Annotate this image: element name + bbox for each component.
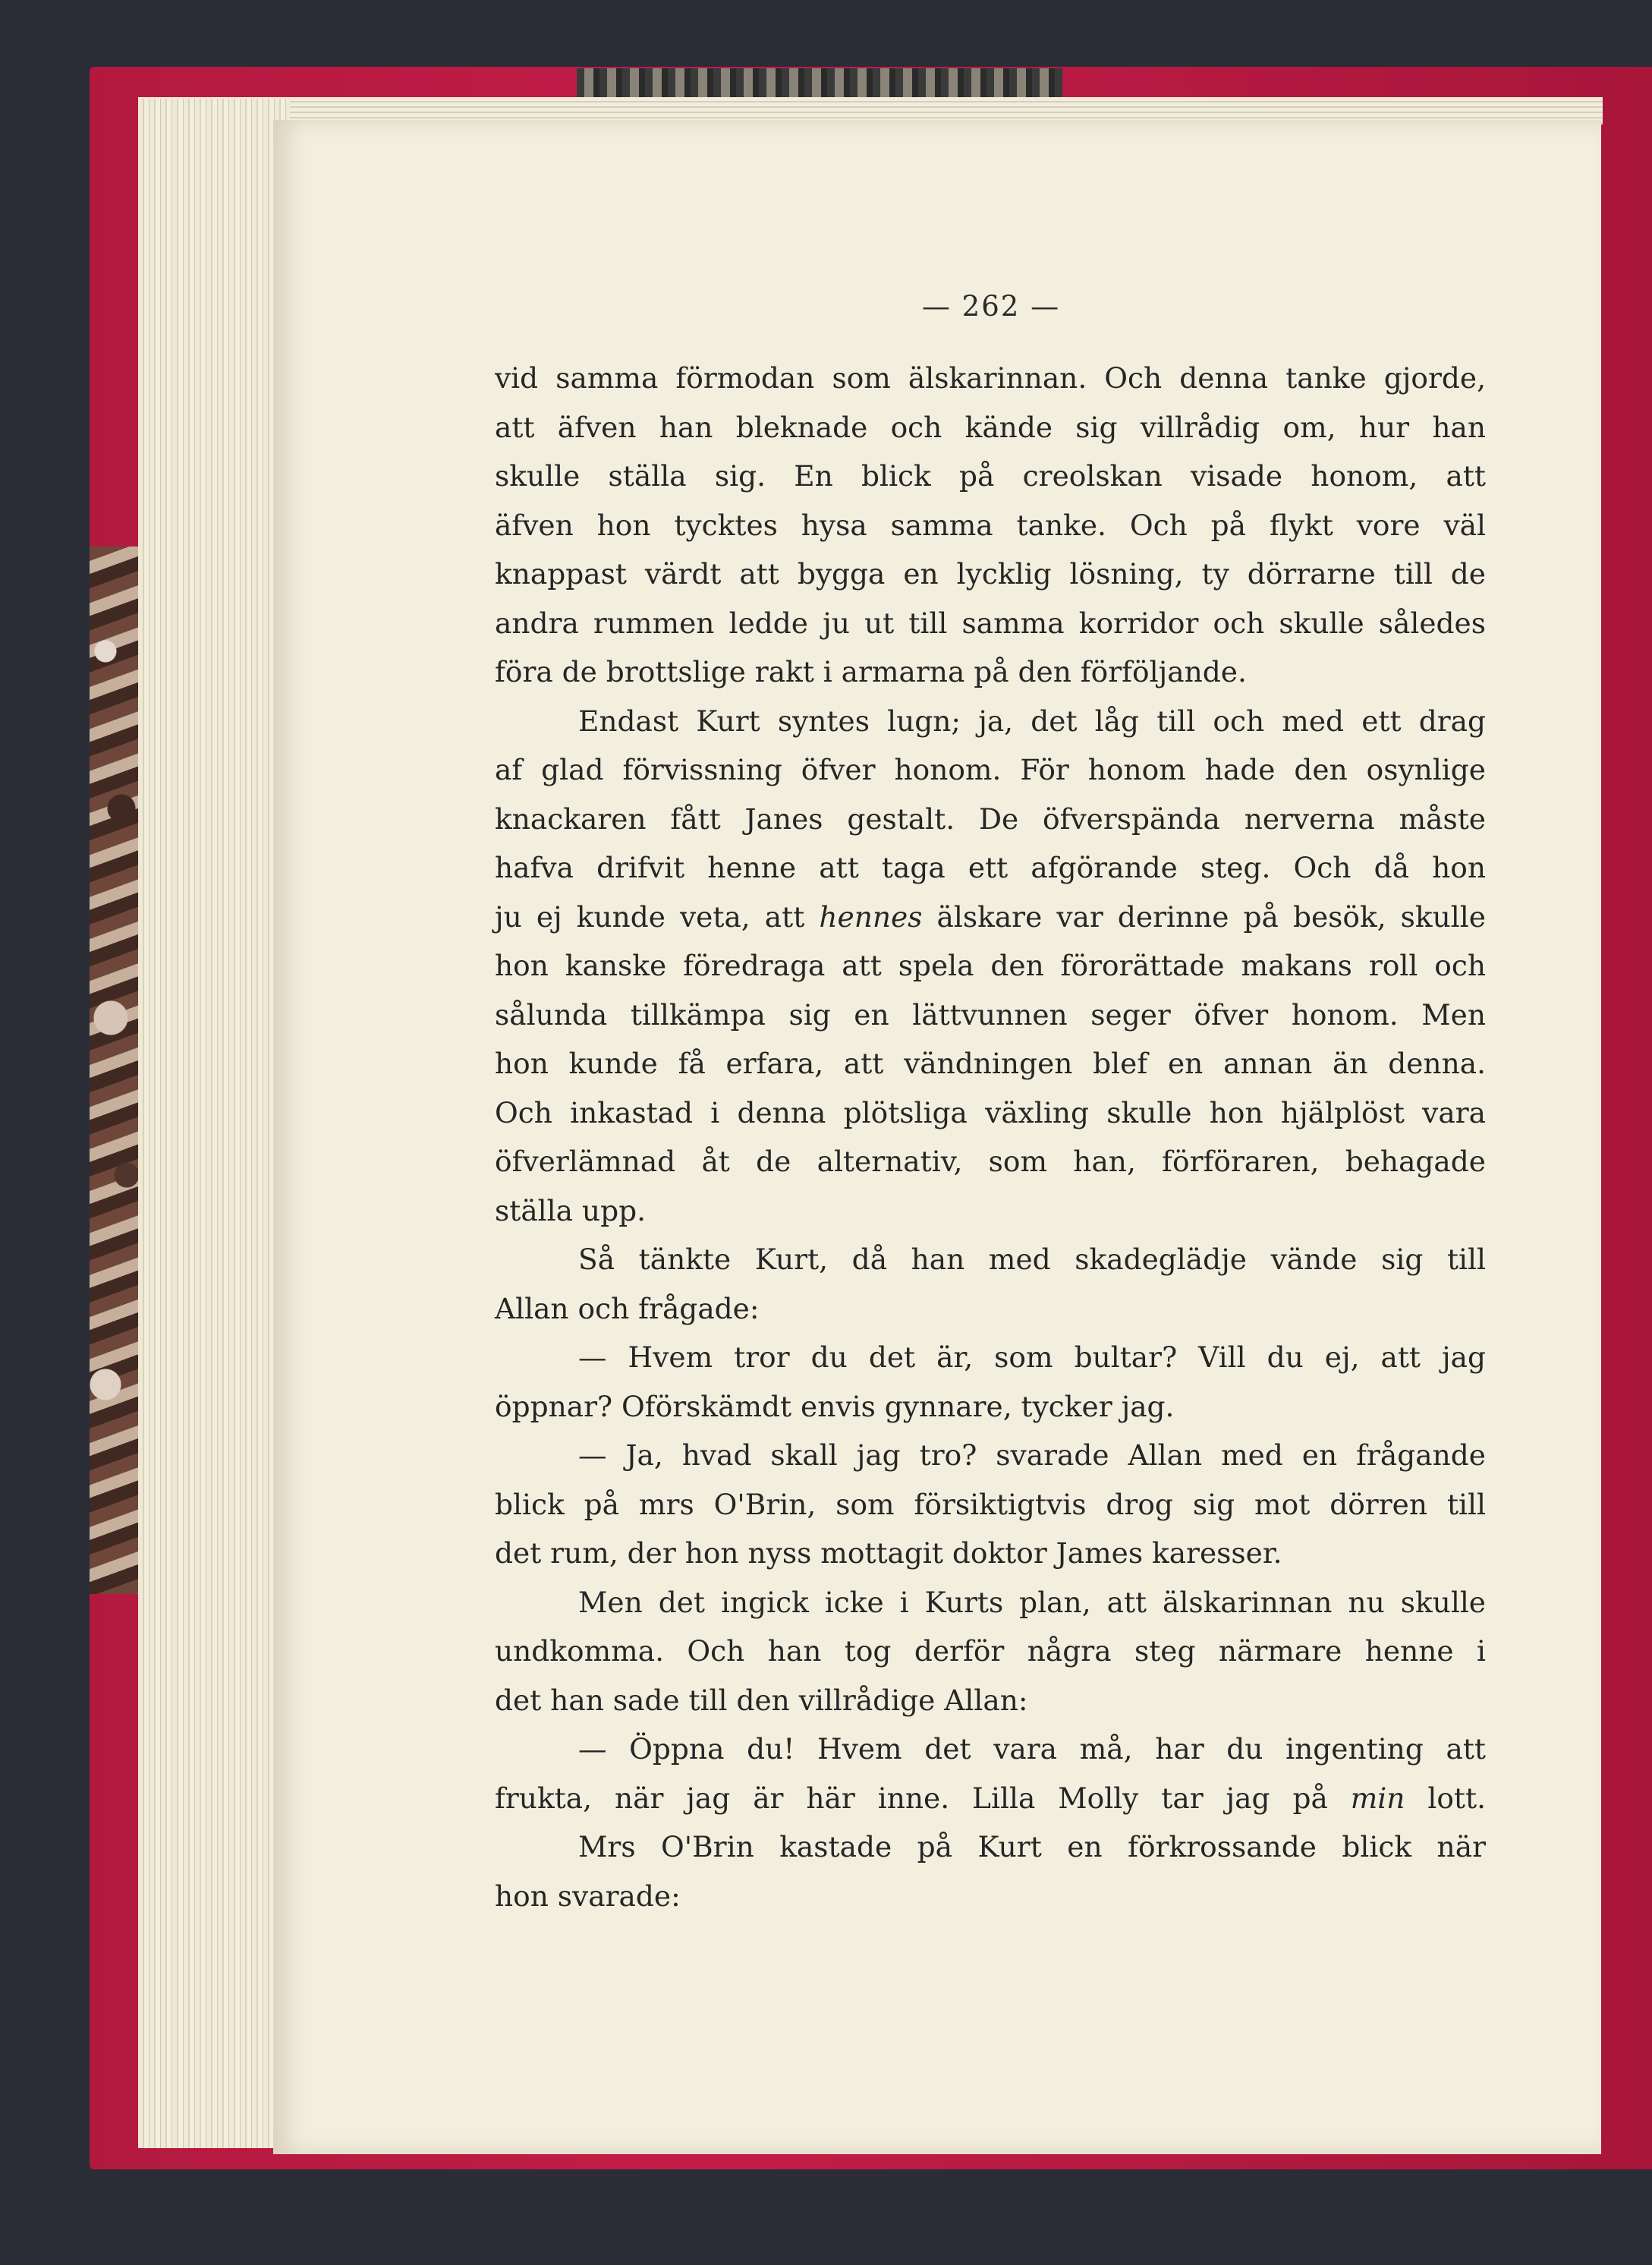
page-stack-edge bbox=[138, 99, 290, 2148]
text-line: af glad förvissning öfver honom. För honom hade den osynlige bbox=[495, 753, 1486, 786]
text-line: hafva drifvit henne att taga ett afgörande steg. Och då hon bbox=[495, 851, 1486, 884]
page-number: — 262 — bbox=[921, 290, 1061, 323]
text-line: äfven hon tycktes hysa samma tanke. Och på flykt vore väl bbox=[495, 508, 1486, 542]
text-line: Mrs O'Brin kastade på Kurt en förkrossande blick när bbox=[578, 1830, 1486, 1863]
text-line: sålunda tillkämpa sig en lättvunnen seger öfver honom. Men bbox=[495, 997, 1486, 1032]
text-line: Men det ingick icke i Kurts plan, att älskarinnan nu skulle bbox=[578, 1585, 1486, 1619]
spine-band bbox=[577, 68, 1062, 99]
text-line: hon svarade: bbox=[495, 1879, 681, 1913]
text-line: andra rummen ledde ju ut till samma korridor och skulle således bbox=[495, 606, 1486, 640]
text-line: knappast värdt att bygga en lycklig lösning, ty dörrarne till de bbox=[495, 557, 1486, 591]
text-line: knackaren fått Janes gestalt. De öfverspända nerverna måste bbox=[495, 802, 1486, 836]
text-line: frukta, när jag är här inne. Lilla Molly tar jag på min lott. bbox=[495, 1781, 1486, 1815]
text-line: hon kunde få erfara, att vändningen blef en annan än denna. bbox=[495, 1047, 1486, 1080]
text-line: föra de brottslige rakt i armarna på den förföljande. bbox=[495, 655, 1247, 688]
text-line: det han sade till den villrådige Allan: bbox=[495, 1683, 1028, 1717]
text-line: Och inkastad i denna plötsliga växling skulle hon hjälplöst vara bbox=[495, 1095, 1486, 1129]
marbled-edge bbox=[90, 547, 143, 1594]
text-line: vid samma förmodan som älskarinnan. Och denna tanke gjorde, bbox=[495, 361, 1486, 395]
text-line: ställa upp. bbox=[495, 1193, 647, 1227]
text-line: skulle ställa sig. En blick på creolskan visade honom, att bbox=[495, 459, 1486, 493]
text-line: ju ej kunde veta, att hennes älskare var derinne på besök, skulle bbox=[495, 899, 1486, 934]
text-line: — Hvem tror du det är, som bultar? Vill du ej, att jag bbox=[578, 1340, 1486, 1374]
text-line: öppnar? Oförskämdt envis gynnare, tycker jag. bbox=[495, 1389, 1175, 1423]
text-line: undkomma. Och han tog derför några steg närmare henne i bbox=[495, 1634, 1486, 1668]
text-line: öfverlämnad åt de alternativ, som han, förföraren, behagade bbox=[495, 1145, 1486, 1178]
text-line: Så tänkte Kurt, då han med skadeglädje vände sig till bbox=[578, 1243, 1486, 1276]
text-line: det rum, der hon nyss mottagit doktor James karesser. bbox=[495, 1536, 1282, 1570]
text-line: Allan och frågade: bbox=[495, 1291, 760, 1325]
text-line: att äfven han bleknade och kände sig villrådig om, hur han bbox=[495, 410, 1486, 444]
text-line: — Ja, hvad skall jag tro? svarade Allan med en frågande bbox=[578, 1438, 1486, 1472]
text-line: Endast Kurt syntes lugn; ja, det låg till och med ett drag bbox=[578, 704, 1486, 738]
text-line: hon kanske föredraga att spela den förorättade makans roll och bbox=[495, 949, 1486, 982]
body-text bbox=[495, 354, 1486, 2031]
text-line: — Öppna du! Hvem det vara må, har du ingenting att bbox=[578, 1732, 1486, 1766]
text-line: blick på mrs O'Brin, som försiktigtvis drog sig mot dörren till bbox=[495, 1487, 1486, 1521]
